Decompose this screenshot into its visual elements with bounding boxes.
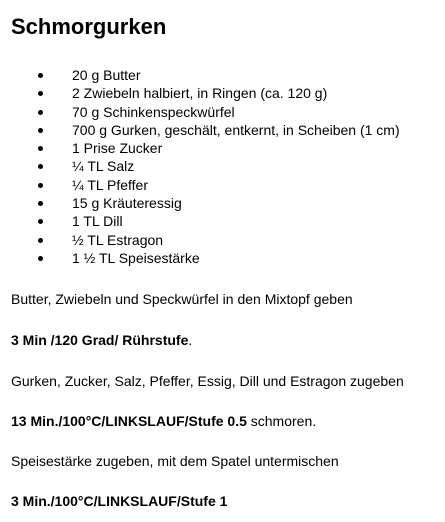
- bullet-icon: [38, 128, 43, 133]
- ingredient-item: [0, 231, 400, 249]
- ingredient-item: [0, 194, 400, 212]
- ingredient-text: 1 Prise Zucker: [72, 140, 163, 157]
- bullet-icon: [38, 91, 43, 96]
- ingredient-text: 15 g Kräuteressig: [72, 195, 182, 212]
- ingredient-item: [0, 84, 400, 102]
- step-text: Butter, Zwiebeln und Speckwürfel in den Mixtopf geben: [11, 291, 353, 307]
- ingredient-text: ¼ TL Pfeffer: [72, 176, 149, 193]
- bullet-icon: [38, 73, 43, 78]
- step-text: Gurken, Zucker, Salz, Pfeffer, Essig, Dill und Estragon zugeben: [11, 373, 404, 389]
- bullet-icon: [38, 201, 43, 206]
- ingredient-item: [0, 249, 400, 267]
- ingredient-text: ¼ TL Salz: [72, 158, 135, 175]
- step-paragraph: [11, 492, 227, 510]
- ingredient-text: ½ TL Estragon: [72, 231, 164, 248]
- step-text: schmoren.: [246, 413, 317, 429]
- ingredient-text: 2 Zwiebeln halbiert, in Ringen (ca. 120 g): [72, 85, 328, 102]
- ingredient-text: 20 g Butter: [72, 67, 141, 83]
- bullet-icon: [38, 146, 43, 151]
- step-setting: 3 Min./100°C/LINKSLAUF/Stufe 1: [11, 493, 228, 509]
- ingredient-item: [0, 139, 400, 157]
- ingredient-item: [0, 66, 400, 84]
- step-text: .: [188, 332, 193, 348]
- ingredient-list: [0, 66, 400, 267]
- ingredient-text: 1 ½ TL Speisestärke: [72, 249, 200, 266]
- ingredient-item: [0, 157, 400, 175]
- ingredient-item: [0, 103, 400, 121]
- ingredient-item: [0, 176, 400, 194]
- ingredient-text: 1 TL Dill: [72, 213, 123, 230]
- bullet-icon: [38, 256, 43, 261]
- bullet-icon: [38, 219, 43, 224]
- step-paragraph: [11, 331, 192, 349]
- ingredient-item: [0, 121, 400, 139]
- step-paragraph: [11, 372, 404, 390]
- bullet-icon: [38, 183, 43, 188]
- step-text: Speisestärke zugeben, mit dem Spatel untermischen: [11, 453, 339, 469]
- ingredient-text: 70 g Schinkenspeckwürfel: [72, 103, 235, 120]
- step-setting: 13 Min./100°C/LINKSLAUF/Stufe 0.5: [11, 413, 247, 429]
- step-setting: 3 Min /120 Grad/ Rührstufe: [11, 332, 189, 348]
- step-paragraph: [11, 452, 339, 470]
- bullet-icon: [38, 238, 43, 243]
- step-paragraph: [11, 412, 316, 430]
- ingredient-text: 700 g Gurken, geschält, entkernt, in Scheiben (1 cm): [72, 121, 400, 138]
- bullet-icon: [38, 164, 43, 169]
- step-paragraph: [11, 290, 353, 308]
- bullet-icon: [38, 110, 43, 115]
- recipe-title: Schmorgurken: [11, 14, 167, 39]
- ingredient-item: [0, 212, 400, 230]
